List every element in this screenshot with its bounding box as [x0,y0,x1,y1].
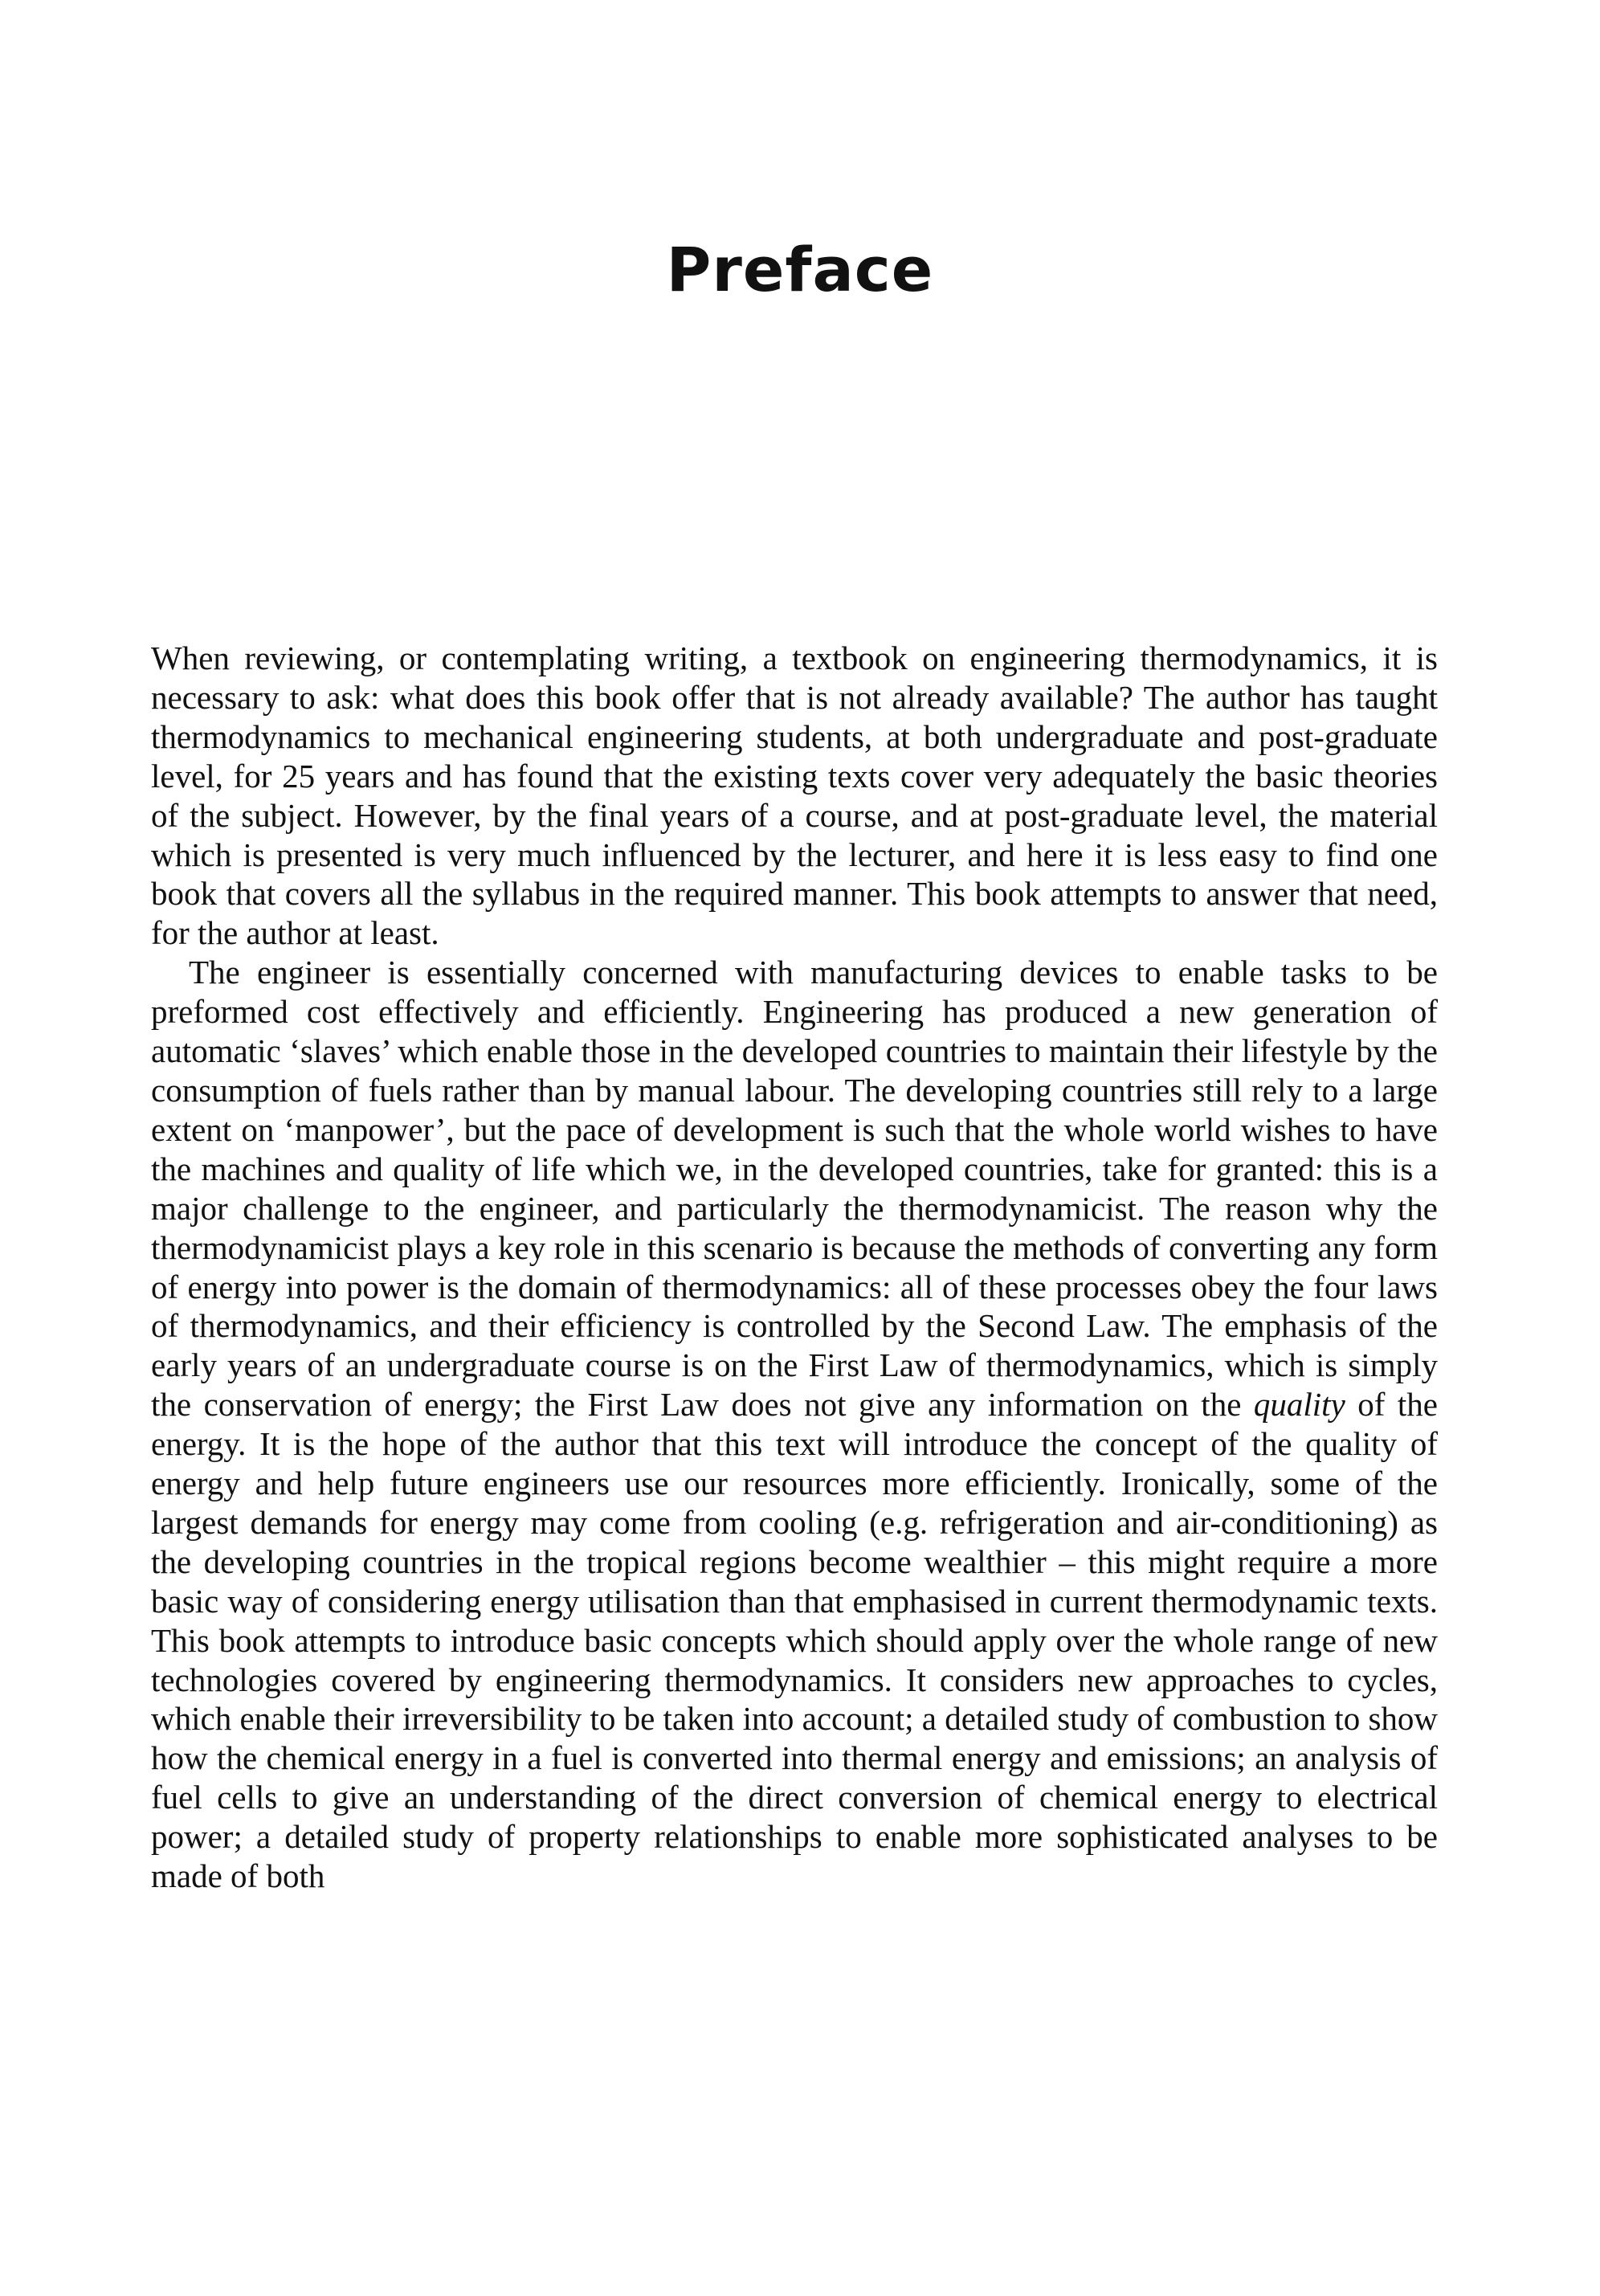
text-run: of the energy. It is the hope of the author that this text will introduce the concept of the quality of energy and help future engineers use our resources more efficiently. Ironically, some of the largest demands for energy may come from cooling (e.g. refrigeration and air-conditioning) as the developing countries in the tropical regions become wealthier – this might require a more basic way of considering energy utilisation than that emphasised in current thermodynamic texts. This book attempts to introduce basic concepts which should apply over the whole range of new technologies covered by engineering thermodynamics. It considers new approaches to cycles, which enable their irreversibility to be taken into account; a detailed study of combustion to show how the chemical energy in a fuel is converted into thermal energy and emissions; an analysis of fuel cells to give an understanding of the direct conversion of chemical energy to electrical power; a detailed study of property relationships to enable more sophisticated analyses to be made of both [151,1386,1439,1895]
preface-body [151,639,1438,1896]
text-run: When reviewing, or contemplating writing, a textbook on engineering thermodynamics, it is necessary to ask: what does this book offer that is not already available? The author has taught thermodynamics to mechanical engineering students, at both undergraduate and post-graduate level, for 25 years and has found that the existing texts cover very adequately the basic theories of the subject. However, by the final years of a course, and at post-graduate level, the material which is presented is very much influenced by the lecturer, and here it is less easy to find one book that covers all the syllabus in the required manner. This book attempts to answer that need, for the author at least. [151,639,1438,952]
paragraph-1 [151,639,1438,953]
text-run: The engineer is essentially concerned with manufacturing devices to enable tasks to be preformed cost effectively and efficiently. Engineering has produced a new generation of automatic ‘slaves’ which enable those in the developed countries to maintain their lifestyle by the consumption of fuels rather than by manual labour. The developing countries still rely to a large extent on ‘manpower’, but the pace of development is such that the whole world wishes to have the machines and quality of life which we, in the developed countries, take for granted: this is a major challenge to the engineer, and particularly the thermodynamicist. The reason why the thermodynamicist plays a key role in this scenario is because the methods of converting any form of energy into power is the domain of thermodynamics: all of these processes obey the four laws of thermodynamics, and their efficiency is controlled by the Second Law. The emphasis of the early years of an undergraduate course is on the First Law of thermodynamics, which is simply the conservation of energy; the First Law does not give any information on the [151,954,1438,1424]
page-title: Preface [666,234,934,305]
emphasis-text: quality [1253,1386,1345,1424]
paragraph-2 [151,953,1438,1896]
